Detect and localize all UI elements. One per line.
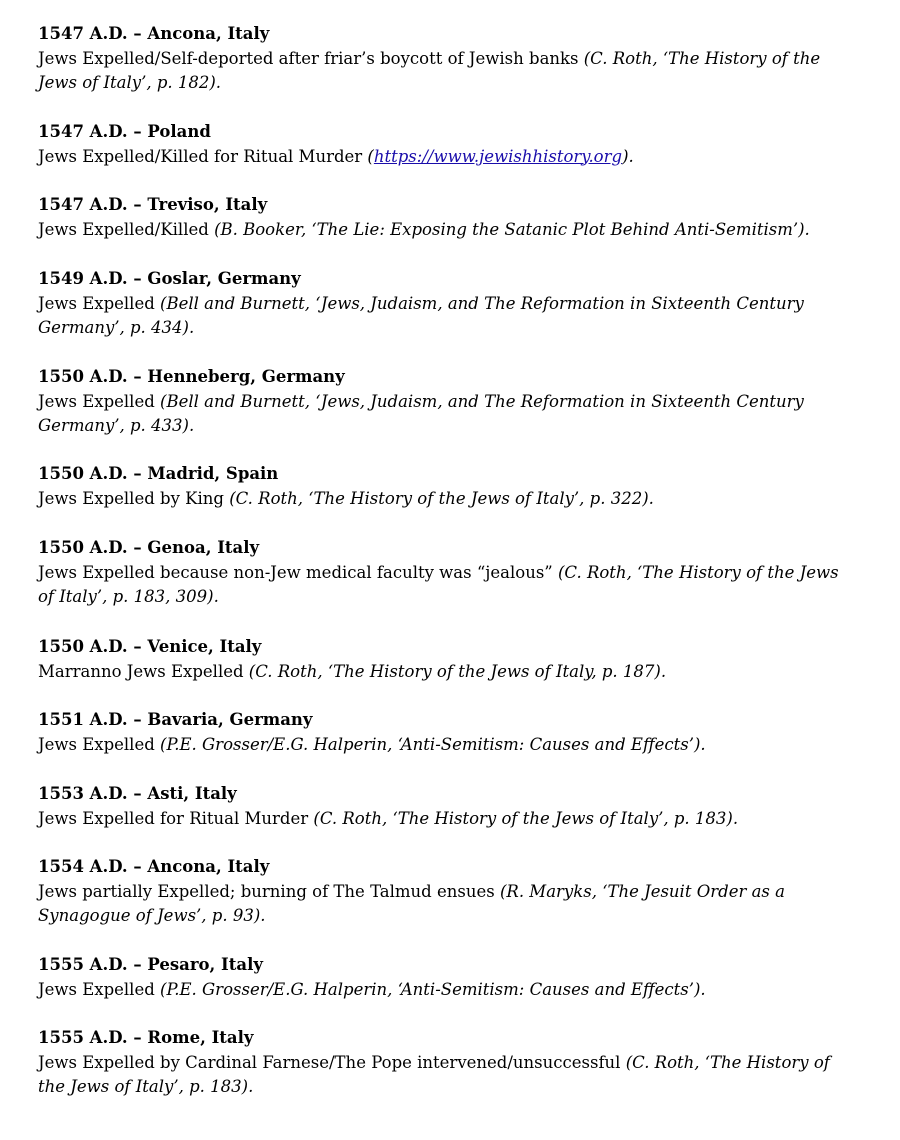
entry-body [38, 880, 848, 929]
entry [38, 1026, 848, 1100]
entry [38, 953, 848, 1002]
citation-link[interactable]: https://www.jewishhistory.org [373, 146, 623, 166]
entry [38, 855, 848, 929]
entry-citation: (P.E. Grosser/E.G. Halperin, ‘Anti-Semitism: Causes and Effects’). [160, 979, 706, 999]
entry [38, 193, 848, 242]
entry-text: Jews Expelled/Killed for Ritual Murder [38, 146, 368, 166]
entry-heading: 1550 A.D. – Genoa, Italy [38, 538, 260, 557]
entry [38, 536, 848, 610]
entry-text: Jews Expelled/Killed [38, 219, 215, 239]
entry-citation: (C. Roth, ‘The History of the Jews of Italy’, p. 182). [38, 48, 821, 92]
entry-heading: 1551 A.D. – Bavaria, Germany [38, 710, 313, 729]
entry-text: Jews Expelled by King [38, 488, 230, 508]
entry-heading: 1550 A.D. – Madrid, Spain [38, 464, 279, 483]
entry-citation: (P.E. Grosser/E.G. Halperin, ‘Anti-Semitism: Causes and Effects’). [160, 734, 706, 754]
entry-citation: (C. Roth, ‘The History of the Jews of Italy’, p. 322). [229, 488, 654, 508]
entry-body [38, 292, 848, 341]
entry [38, 782, 848, 831]
entry [38, 22, 848, 96]
entry-text: Jews Expelled [38, 391, 161, 411]
entry-citation: (C. Roth, ‘The History of the Jews of Italy’, p. 183, 309). [38, 562, 839, 606]
entry-body [38, 218, 848, 243]
entry-heading: 1547 A.D. – Treviso, Italy [38, 195, 268, 214]
entry [38, 462, 848, 511]
entry-citation: (C. Roth, ‘The History of the Jews of Italy’, p. 183). [38, 1052, 830, 1096]
entry-body [38, 660, 848, 685]
entry-heading: 1550 A.D. – Henneberg, Germany [38, 367, 345, 386]
entry-text: Jews Expelled [38, 979, 161, 999]
entry-body [38, 733, 848, 758]
entry-text: Jews Expelled [38, 293, 161, 313]
entry-text: Jews Expelled by Cardinal Farnese/The Pope intervened/unsuccessful [38, 1052, 626, 1072]
entry-body [38, 978, 848, 1003]
entry-heading: 1554 A.D. – Ancona, Italy [38, 857, 270, 876]
entry-text: Jews partially Expelled; burning of The Talmud ensues [38, 881, 500, 901]
entry-text: Jews Expelled because non-Jew medical faculty was “jealous” [38, 562, 558, 582]
entry-heading: 1555 A.D. – Rome, Italy [38, 1028, 254, 1047]
entry-heading: 1553 A.D. – Asti, Italy [38, 784, 237, 803]
entry-text: Marranno Jews Expelled [38, 661, 249, 681]
entry-citation: (Bell and Burnett, ‘Jews, Judaism, and The Reformation in Sixteenth Century Germany’, p. 433). [38, 391, 804, 435]
entry-citation: (C. Roth, ‘The History of the Jews of Italy’, p. 183). [313, 808, 739, 828]
entry [38, 708, 848, 757]
entry [38, 365, 848, 439]
entry-text: Jews Expelled [38, 734, 161, 754]
entry-heading: 1547 A.D. – Poland [38, 122, 211, 141]
entry-citation: (C. Roth, ‘The History of the Jews of Italy, p. 187). [248, 661, 667, 681]
entry-heading: 1550 A.D. – Venice, Italy [38, 637, 262, 656]
citation-open: ( [367, 146, 374, 166]
entry-text: Jews Expelled for Ritual Murder [38, 808, 314, 828]
entry-citation: (Bell and Burnett, ‘Jews, Judaism, and The Reformation in Sixteenth Century Germany’, p. 434). [38, 293, 804, 337]
entry-heading: 1549 A.D. – Goslar, Germany [38, 269, 301, 288]
entry-citation: (R. Maryks, ‘The Jesuit Order as a Synagogue of Jews’, p. 93). [38, 881, 785, 925]
entry-citation: (B. Booker, ‘The Lie: Exposing the Satanic Plot Behind Anti-Semitism’). [214, 219, 810, 239]
entry-body [38, 807, 848, 832]
entry-body [38, 1051, 848, 1100]
entry [38, 267, 848, 341]
entry-body [38, 487, 848, 512]
entry-citation [367, 147, 633, 166]
entry-body [38, 561, 848, 610]
entry-heading: 1555 A.D. – Pesaro, Italy [38, 955, 263, 974]
entry-body [38, 390, 848, 439]
entry-body [38, 145, 848, 170]
entry-heading: 1547 A.D. – Ancona, Italy [38, 24, 270, 43]
entry-text: Jews Expelled/Self-deported after friar’s boycott of Jewish banks [38, 48, 584, 68]
entry-body [38, 47, 848, 96]
entry [38, 120, 848, 169]
citation-close: ). [622, 146, 634, 166]
entry [38, 635, 848, 684]
